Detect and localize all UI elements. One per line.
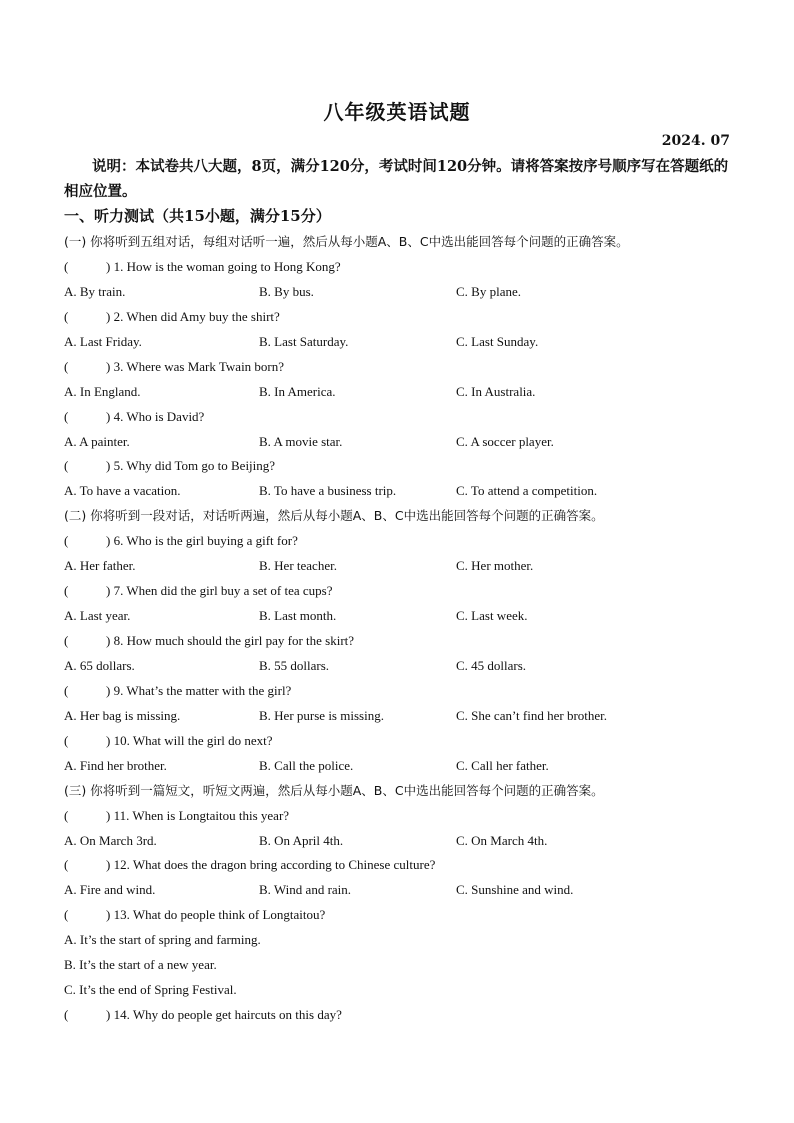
option-b: B. Call the police.: [259, 757, 354, 773]
question-options-2: [64, 330, 754, 355]
answer-blank[interactable]: (: [64, 857, 69, 873]
question-stem-7: ( ) 7. When did the girl buy a set of tea cups?: [64, 579, 754, 604]
exam-date: 2024. 07: [661, 133, 730, 149]
option-c: C. By plane.: [456, 283, 521, 299]
question-stem-12: ( ) 12. What does the dragon bring according to Chinese culture?: [64, 853, 754, 878]
question-stem-13: ( ) 13. What do people think of Longtaitou?: [64, 903, 754, 928]
question-stem-5: ( ) 5. Why did Tom go to Beijing?: [64, 454, 754, 479]
option-a: A. Last Friday.: [64, 333, 142, 349]
question-stem-8: ( ) 8. How much should the girl pay for the skirt?: [64, 629, 754, 654]
option-c: C. Last Sunday.: [456, 333, 539, 349]
part-instruction-3: (三) 你将听到一篇短文，听短文两遍，然后从每小题A、B、C中选出能回答每个问题的正确答案。: [64, 782, 604, 798]
part-instruction-1: (一) 你将听到五组对话，每组对话听一遍，然后从每小题A、B、C中选出能回答每个问题的正确答案。: [64, 234, 629, 249]
option-a: A. It’s the start of spring and farming.: [64, 932, 261, 948]
answer-blank[interactable]: (: [64, 1007, 69, 1023]
question-options-11: [64, 829, 754, 854]
option-a: A. Fire and wind.: [64, 882, 156, 898]
instructions: 说明：本试卷共八大题，8页，满分120分，考试时间120分钟。请将答案按序号顺序写在答题纸的相应位置。: [64, 158, 729, 200]
option-b: B. Wind and rain.: [259, 882, 352, 898]
option-c: C. It’s the end of Spring Festival.: [64, 982, 237, 998]
option-c: C. Call her father.: [456, 757, 549, 773]
option-b: B. It’s the start of a new year.: [64, 957, 217, 973]
question-options-10: [64, 754, 754, 779]
section-heading: 一、听力测试（共15小题，满分15分）: [64, 207, 331, 225]
question-stem-14: ( ) 14. Why do people get haircuts on this day?: [64, 1003, 754, 1028]
question-options-12: [64, 878, 754, 903]
option-a: A. Her father.: [64, 558, 136, 574]
option-a: A. Her bag is missing.: [64, 707, 181, 723]
question-stem-6: ( ) 6. Who is the girl buying a gift for?: [64, 529, 754, 554]
option-b: B. Her purse is missing.: [259, 707, 384, 723]
answer-blank[interactable]: (: [64, 732, 69, 748]
option-b: B. In America.: [259, 383, 336, 399]
question-options-9: [64, 704, 754, 729]
answer-blank[interactable]: (: [64, 633, 69, 648]
option-a: A. Find her brother.: [64, 757, 167, 773]
answer-blank[interactable]: (: [64, 258, 69, 274]
option-c: C. To attend a competition.: [456, 483, 598, 499]
answer-blank[interactable]: (: [64, 907, 69, 923]
option-c: C. 45 dollars.: [456, 657, 527, 673]
question-options-5: [64, 479, 754, 504]
question-options-8: [64, 654, 754, 679]
answer-blank[interactable]: (: [64, 682, 69, 698]
question-stem-1: ( ) 1. How is the woman going to Hong Kong?: [64, 255, 754, 280]
option-b: B. On April 4th.: [259, 832, 344, 848]
question-stem-9: ( ) 9. What’s the matter with the girl?: [64, 679, 754, 704]
option-b: B. Last month.: [259, 608, 337, 624]
option-a: A. By train.: [64, 283, 126, 299]
option-a: A. In England.: [64, 383, 141, 399]
answer-blank[interactable]: (: [64, 358, 69, 374]
option-b: B. 55 dollars.: [259, 657, 330, 673]
answer-blank[interactable]: (: [64, 533, 69, 549]
option-a: A. 65 dollars.: [64, 657, 135, 673]
question-stem-4: ( ) 4. Who is David?: [64, 405, 754, 430]
option-a: A. Last year.: [64, 608, 131, 624]
option-a: A. To have a vacation.: [64, 483, 181, 499]
answer-blank[interactable]: (: [64, 308, 69, 324]
answer-blank[interactable]: (: [64, 583, 69, 599]
option-b: B. Last Saturday.: [259, 333, 349, 349]
question-stem-10: ( ) 10. What will the girl do next?: [64, 729, 754, 754]
question-stem-11: ( ) 11. When is Longtaitou this year?: [64, 804, 754, 829]
answer-blank[interactable]: (: [64, 807, 69, 823]
option-c: C. Her mother.: [456, 558, 534, 574]
option-b: B. By bus.: [259, 283, 314, 299]
question-options-7: [64, 604, 754, 629]
question-stem-3: ( ) 3. Where was Mark Twain born?: [64, 355, 754, 380]
answer-blank[interactable]: (: [64, 458, 69, 474]
option-c: C. Last week.: [456, 608, 528, 624]
option-c: C. On March 4th.: [456, 832, 548, 848]
option-b: B. Her teacher.: [259, 558, 337, 574]
question-options-4: [64, 430, 754, 455]
questions-body: [64, 230, 754, 1028]
option-c: C. Sunshine and wind.: [456, 882, 574, 898]
question-options-3: [64, 380, 754, 405]
option-a: A. On March 3rd.: [64, 832, 157, 848]
answer-blank[interactable]: (: [64, 408, 69, 424]
question-stem-2: ( ) 2. When did Amy buy the shirt?: [64, 305, 754, 330]
option-b: B. To have a business trip.: [259, 483, 397, 499]
question-options-1: [64, 280, 754, 305]
option-c: C. In Australia.: [456, 383, 536, 399]
page-title: 八年级英语试题: [323, 100, 471, 124]
question-options-6: [64, 554, 754, 579]
option-a: A. A painter.: [64, 433, 130, 449]
option-c: C. She can’t find her brother.: [456, 707, 608, 723]
part-instruction-2: (二) 你将听到一段对话，对话听两遍，然后从每小题A、B、C中选出能回答每个问题的正确答案。: [64, 508, 604, 524]
option-c: C. A soccer player.: [456, 433, 554, 449]
option-b: B. A movie star.: [259, 433, 343, 449]
